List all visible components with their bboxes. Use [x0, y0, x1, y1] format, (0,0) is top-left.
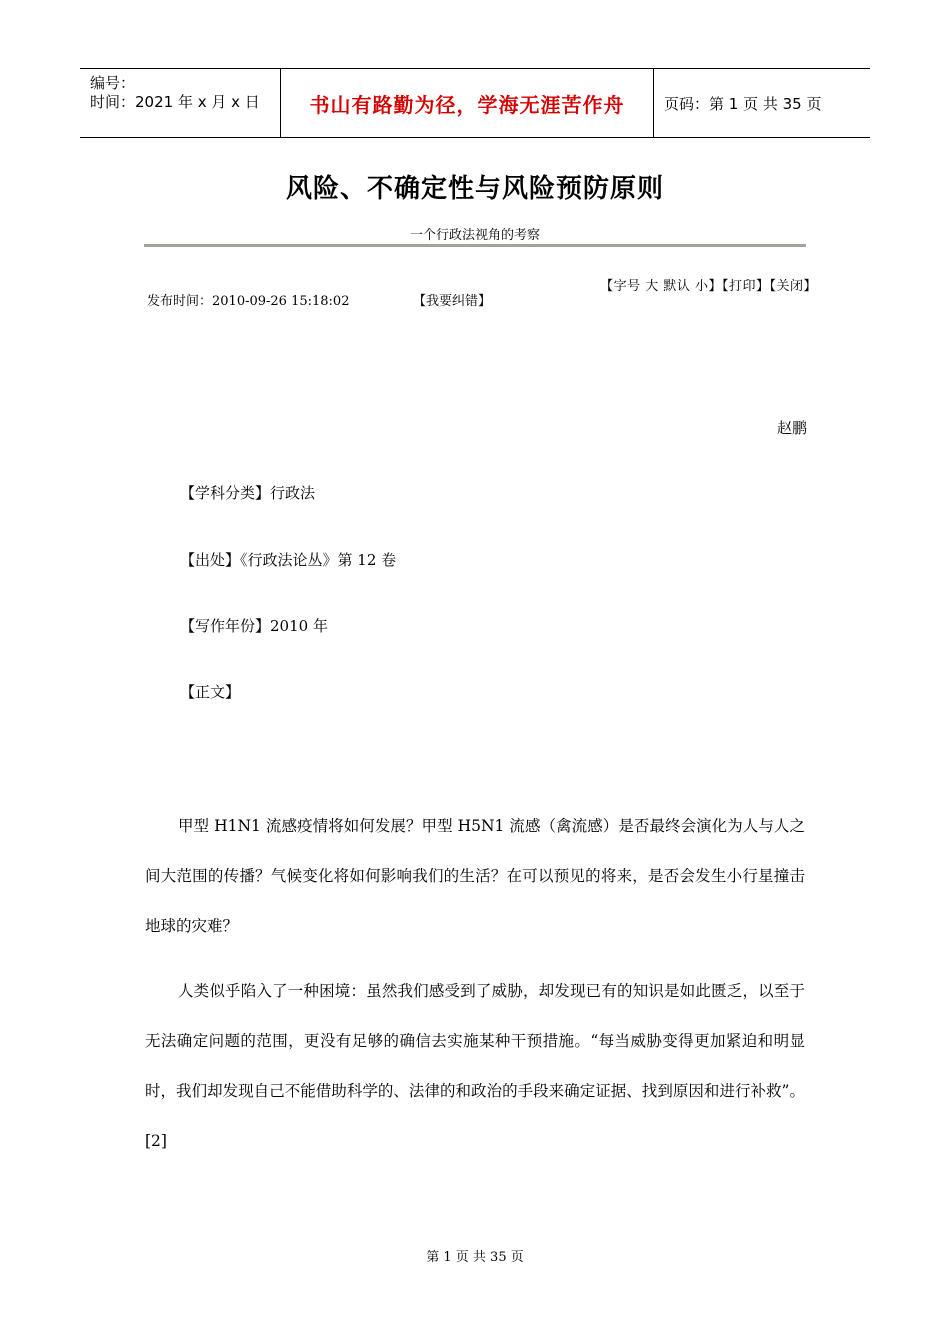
- header-motto-cell: [281, 69, 654, 137]
- document-number: 编号：: [90, 74, 136, 92]
- header-meta-cell: [80, 69, 281, 137]
- header-page-cell: [654, 69, 870, 137]
- article-tools[interactable]: 【字号 大 默认 小】【打印】【关闭】: [600, 279, 817, 294]
- article-subtitle: 一个行政法视角的考察: [409, 228, 540, 243]
- body-paragraph: 人类似乎陷入了一种困境：虽然我们感受到了威胁，却发现已有的知识是如此匮乏，以至于无法确定问题的范围，更没有足够的确信去实施某种干预措施。“每当威胁变得更加紧迫和明显时，我们却发现自己不能借助科学的、法律的和政治的手段来确定证据、找到原因和进行补救”。[2]: [145, 982, 805, 1150]
- document-date: 时间：2021 年 x 月 x 日: [90, 93, 260, 111]
- motto: 书山有路勤为径，学海无涯苦作舟: [309, 92, 625, 117]
- title-divider: [144, 244, 806, 247]
- author: 赵鹏: [776, 419, 807, 437]
- subject-category: 【学科分类】行政法: [180, 484, 316, 502]
- source: 【出处】《行政法论丛》第 12 卷: [180, 551, 397, 569]
- header-table: [80, 68, 870, 138]
- article-title: 风险、不确定性与风险预防原则: [285, 174, 664, 204]
- body-label: 【正文】: [180, 683, 241, 701]
- page-info: 页码：第 1 页 共 35 页: [664, 94, 822, 113]
- report-error-link[interactable]: 【我要纠错】: [413, 294, 492, 309]
- page-footer: 第 1 页 共 35 页: [426, 1250, 524, 1265]
- body-paragraph: 甲型 H1N1 流感疫情将如何发展？甲型 H5N1 流感（禽流感）是否最终会演化为人与人之间大范围的传播？气候变化将如何影响我们的生活？在可以预见的将来，是否会发生小行星撞击地球的灾难？: [145, 817, 805, 935]
- publish-time: 发布时间：2010-09-26 15:18:02: [147, 294, 350, 309]
- writing-year: 【写作年份】2010 年: [180, 617, 328, 635]
